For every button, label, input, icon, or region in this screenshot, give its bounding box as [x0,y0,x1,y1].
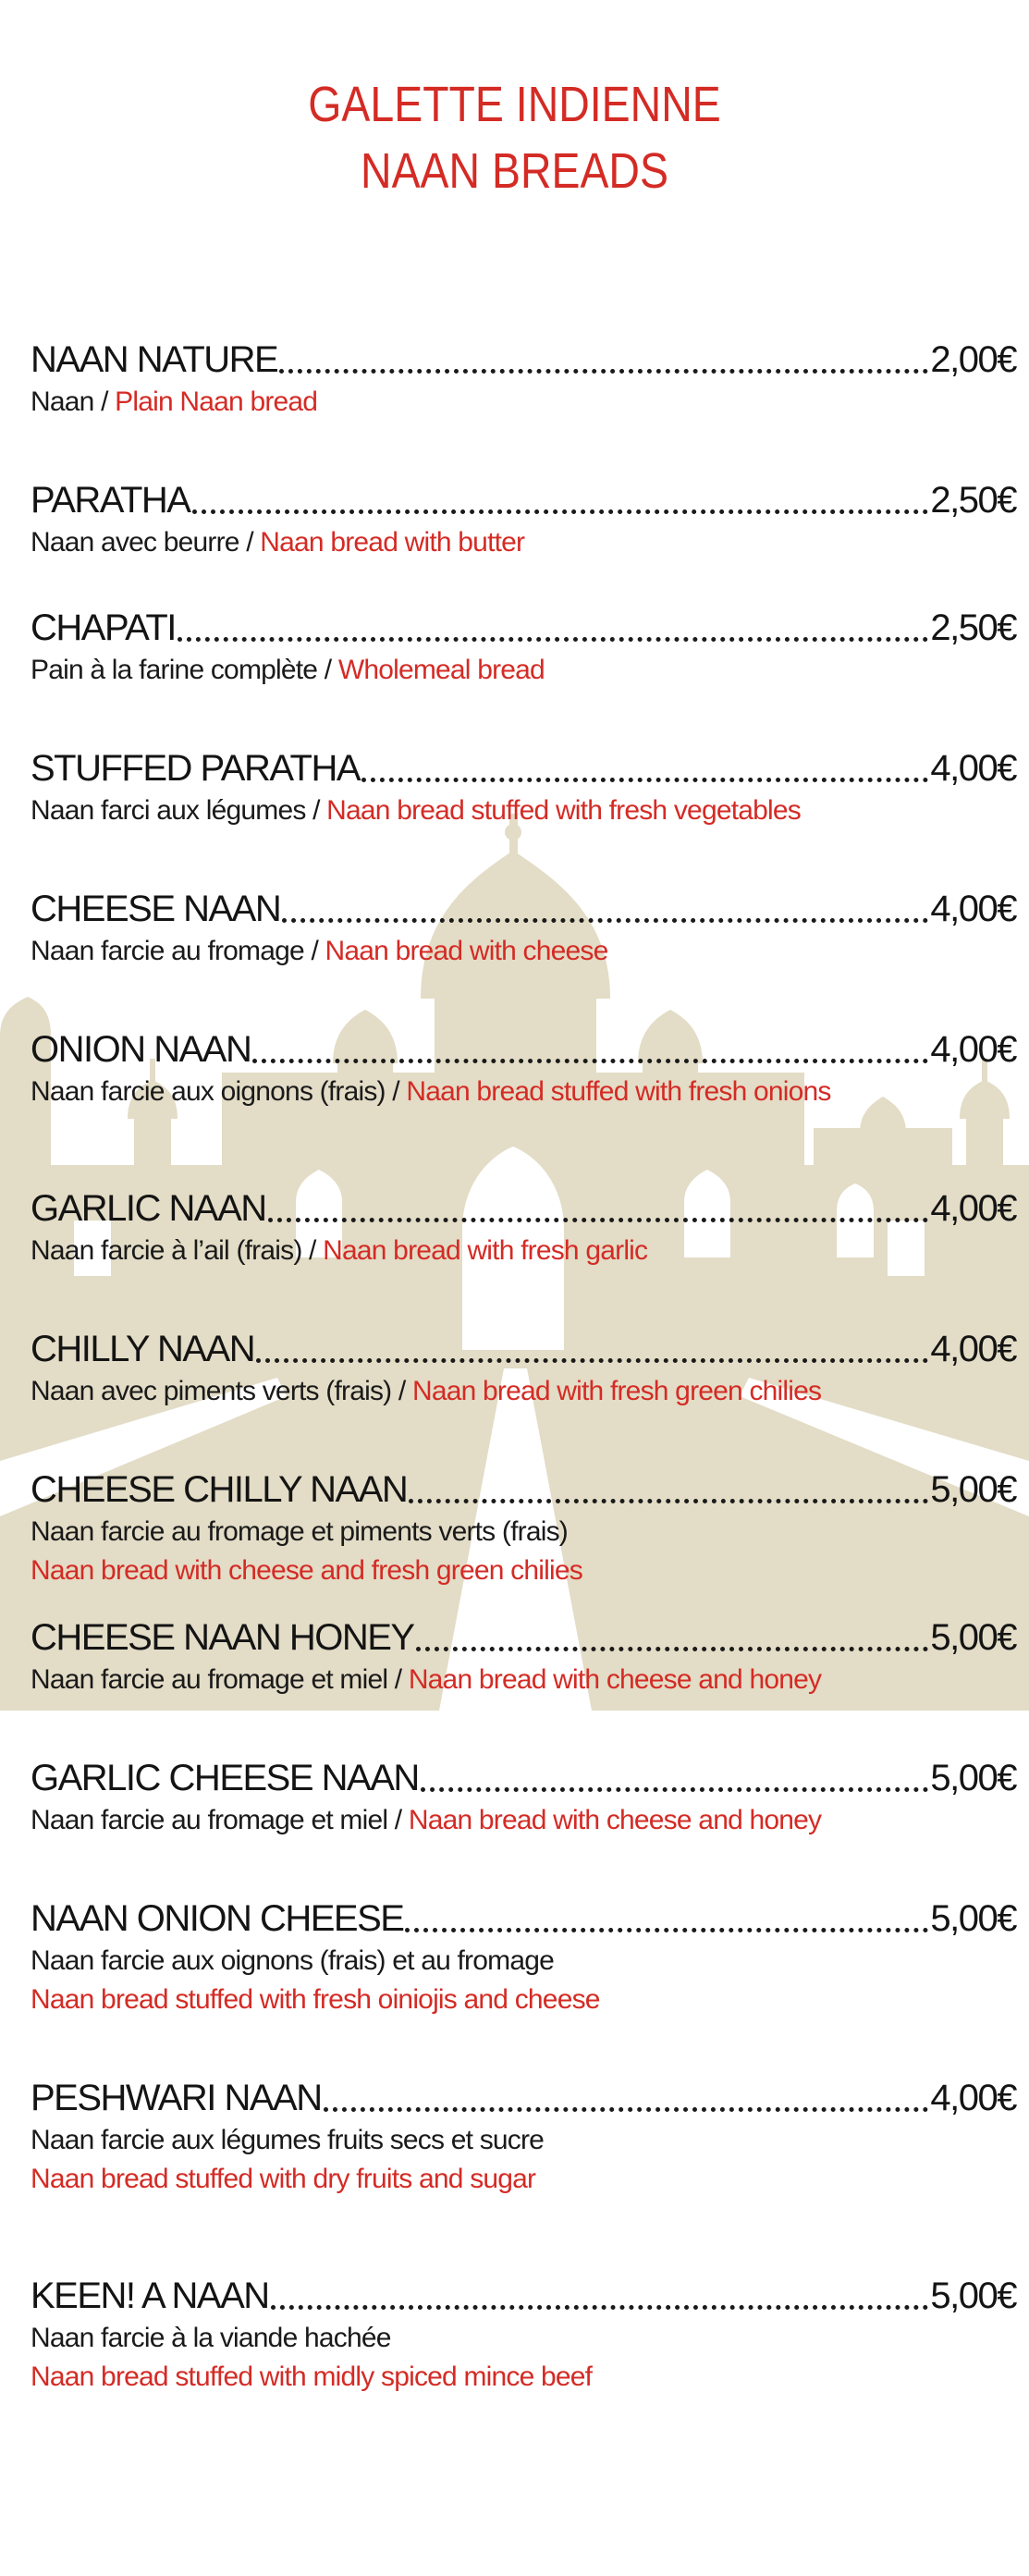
dot-leader [279,369,928,374]
menu-item-name: GARLIC CHEESE NAAN [31,1758,419,1798]
menu-item-description-line [31,2358,1016,2397]
menu-item-name: CHILLY NAAN [31,1329,255,1369]
menu-item-name: NAAN ONION CHEESE [31,1898,404,1939]
menu-item-header [31,1757,1016,1799]
menu-item [31,747,1016,830]
menu-item [31,1187,1016,1270]
menu-item-header [31,1468,1016,1511]
description-separator: / [391,1376,412,1406]
menu-item-description-line [31,1372,1016,1411]
dot-leader [268,1218,929,1222]
menu-item-description-english: Naan bread with cheese [325,936,608,966]
menu-title-english: NAAN BREADS [361,143,668,199]
menu-item-price: 5,00€ [930,1469,1016,1510]
menu-item-description-english: Naan bread with fresh green chilies [411,1376,822,1406]
menu-item-description-line [31,1942,1016,1981]
description-separator: / [394,1805,409,1835]
menu-item-header [31,1897,1016,1940]
menu-item-header [31,2275,1016,2317]
description-separator: / [317,655,338,685]
menu-item-description-english: Naan bread stuffed with dry fruits and sugar [31,2164,536,2194]
menu-item-description-french: Naan farci aux légumes [31,795,306,826]
menu-item-name: NAAN NATURE [31,339,278,380]
dot-leader [252,1059,928,1063]
menu-item-description-french: Naan farcie aux légumes fruits secs et sucre [31,2125,545,2155]
menu-item-description-french: Naan farcie à la viande hachée [31,2323,391,2353]
menu-item [31,1897,1016,2019]
menu-item [31,1028,1016,1111]
menu-item-name: PESHWARI NAAN [31,2078,322,2118]
menu-item-name: ONION NAAN [31,1029,251,1070]
description-separator: / [305,795,327,826]
menu-item-name: CHEESE NAAN HONEY [31,1617,414,1658]
menu-item [31,1757,1016,1840]
menu-item-description-english: Naan bread stuffed with fresh vegetables [326,795,801,826]
menu-item-header [31,1328,1016,1370]
menu-item [31,479,1016,562]
menu-item-name: PARATHA [31,480,190,521]
menu-item-description-english: Naan bread with cheese and fresh green chilies [31,1555,582,1586]
menu-item-description-line [31,2160,1016,2199]
menu-item-name: CHAPATI [31,607,176,648]
menu-item-description-line [31,1552,1016,1590]
menu-item-price: 4,00€ [930,1029,1016,1070]
menu-item-description-english: Naan bread stuffed with fresh onions [406,1076,831,1107]
menu-item [31,607,1016,690]
menu-item-description-line [31,523,1016,562]
menu-item-description-line [31,1661,1016,1699]
menu-item-header [31,1187,1016,1230]
menu-item-description-line [31,1981,1016,2019]
dot-leader [324,2107,929,2112]
menu-item-description-line [31,383,1016,422]
menu-item-header [31,479,1016,521]
menu-item-description-english: Plain Naan bread [115,386,318,417]
menu-item-name: GARLIC NAAN [31,1188,266,1229]
description-separator: / [303,936,325,966]
dot-leader [361,778,928,782]
menu-item-description-line [31,2319,1016,2358]
menu-item-description-english: Naan bread with cheese and honey [408,1805,822,1835]
menu-item [31,1616,1016,1699]
menu-item-price: 4,00€ [930,2078,1016,2118]
menu-item-description-french: Naan avec piments verts (frais) [31,1376,392,1406]
menu-item-description-line [31,1801,1016,1840]
dot-leader [178,637,928,642]
menu-item-price: 2,50€ [930,607,1016,648]
menu-item-description-french: Naan farcie au fromage et miel [31,1664,388,1695]
menu-item-description-french: Naan avec beurre [31,527,239,558]
menu-item-header [31,747,1016,790]
menu-item-header [31,1028,1016,1071]
menu-item-description-line [31,1232,1016,1270]
menu-item-price: 4,00€ [930,1188,1016,1229]
menu-item-description-english: Wholemeal bread [337,655,545,685]
menu-item [31,338,1016,422]
menu-item-description-line [31,651,1016,690]
menu-item-header [31,1616,1016,1659]
menu-item-header [31,607,1016,649]
menu-item-description-french: Naan farcie au fromage et miel [31,1805,395,1835]
menu-item-description-english: Naan bread with cheese and honey [408,1664,822,1695]
menu-item-description-french: Naan farcie aux oignons (frais) et au fromage [31,1945,554,1976]
menu-item-header [31,338,1016,381]
description-separator: / [239,527,261,558]
menu-item-name: CHEESE CHILLY NAAN [31,1469,408,1510]
menu-item [31,2275,1016,2397]
description-separator: / [385,1076,407,1107]
menu-item [31,2077,1016,2199]
menu-item-price: 4,00€ [930,748,1016,789]
dot-leader [271,2305,929,2310]
menu-item-description-french: Naan [31,386,94,417]
menu-item-price: 4,00€ [930,889,1016,929]
menu-item-description-english: Naan bread stuffed with fresh oiniojis and cheese [31,1984,600,2015]
menu-item-price: 5,00€ [930,1617,1016,1658]
menu-item-description-english: Naan bread stuffed with midly spiced mince beef [31,2361,593,2392]
menu-item-description-line [31,932,1016,971]
menu-item-description-line [31,1073,1016,1111]
menu-item-price: 4,00€ [930,1329,1016,1369]
menu-item-name: STUFFED PARATHA [31,748,361,789]
menu-item-name: CHEESE NAAN [31,889,281,929]
menu-item-description-french: Naan farcie à l’ail (frais) [31,1235,302,1266]
menu-item-description-french: Naan farcie aux oignons (frais) [31,1076,386,1107]
menu-item-header [31,2077,1016,2119]
menu-item-header [31,888,1016,930]
dot-leader [421,1787,929,1792]
menu-item [31,1468,1016,1590]
menu-item-description-english: Naan bread with fresh garlic [323,1235,648,1266]
menu-item [31,888,1016,971]
description-separator: / [301,1235,324,1266]
dot-leader [409,1499,928,1503]
menu-item-description-line [31,791,1016,830]
dot-leader [282,918,928,923]
menu-item-price: 5,00€ [930,1898,1016,1939]
dot-leader [405,1928,928,1932]
menu-item [31,1328,1016,1411]
description-separator: / [93,386,116,417]
menu-item-description-french: Naan farcie au fromage et piments verts (frais) [31,1516,568,1547]
dot-leader [256,1358,928,1363]
menu-item-price: 5,00€ [930,2275,1016,2316]
menu-item-description-french: Naan farcie au fromage [31,936,304,966]
dot-leader [192,509,929,514]
menu-item-price: 2,50€ [930,480,1016,521]
menu-title-french: GALETTE INDIENNE [308,77,721,132]
menu-item-description-line [31,2121,1016,2160]
menu-item-description-french: Pain à la farine complète [31,655,318,685]
description-separator: / [387,1664,409,1695]
menu-item-description-line [31,1513,1016,1552]
menu-item-price: 2,00€ [930,339,1016,380]
menu-item-name: KEEN! A NAAN [31,2275,269,2316]
dot-leader [416,1647,929,1651]
menu-item-description-english: Naan bread with butter [260,527,525,558]
menu-item-price: 5,00€ [930,1758,1016,1798]
